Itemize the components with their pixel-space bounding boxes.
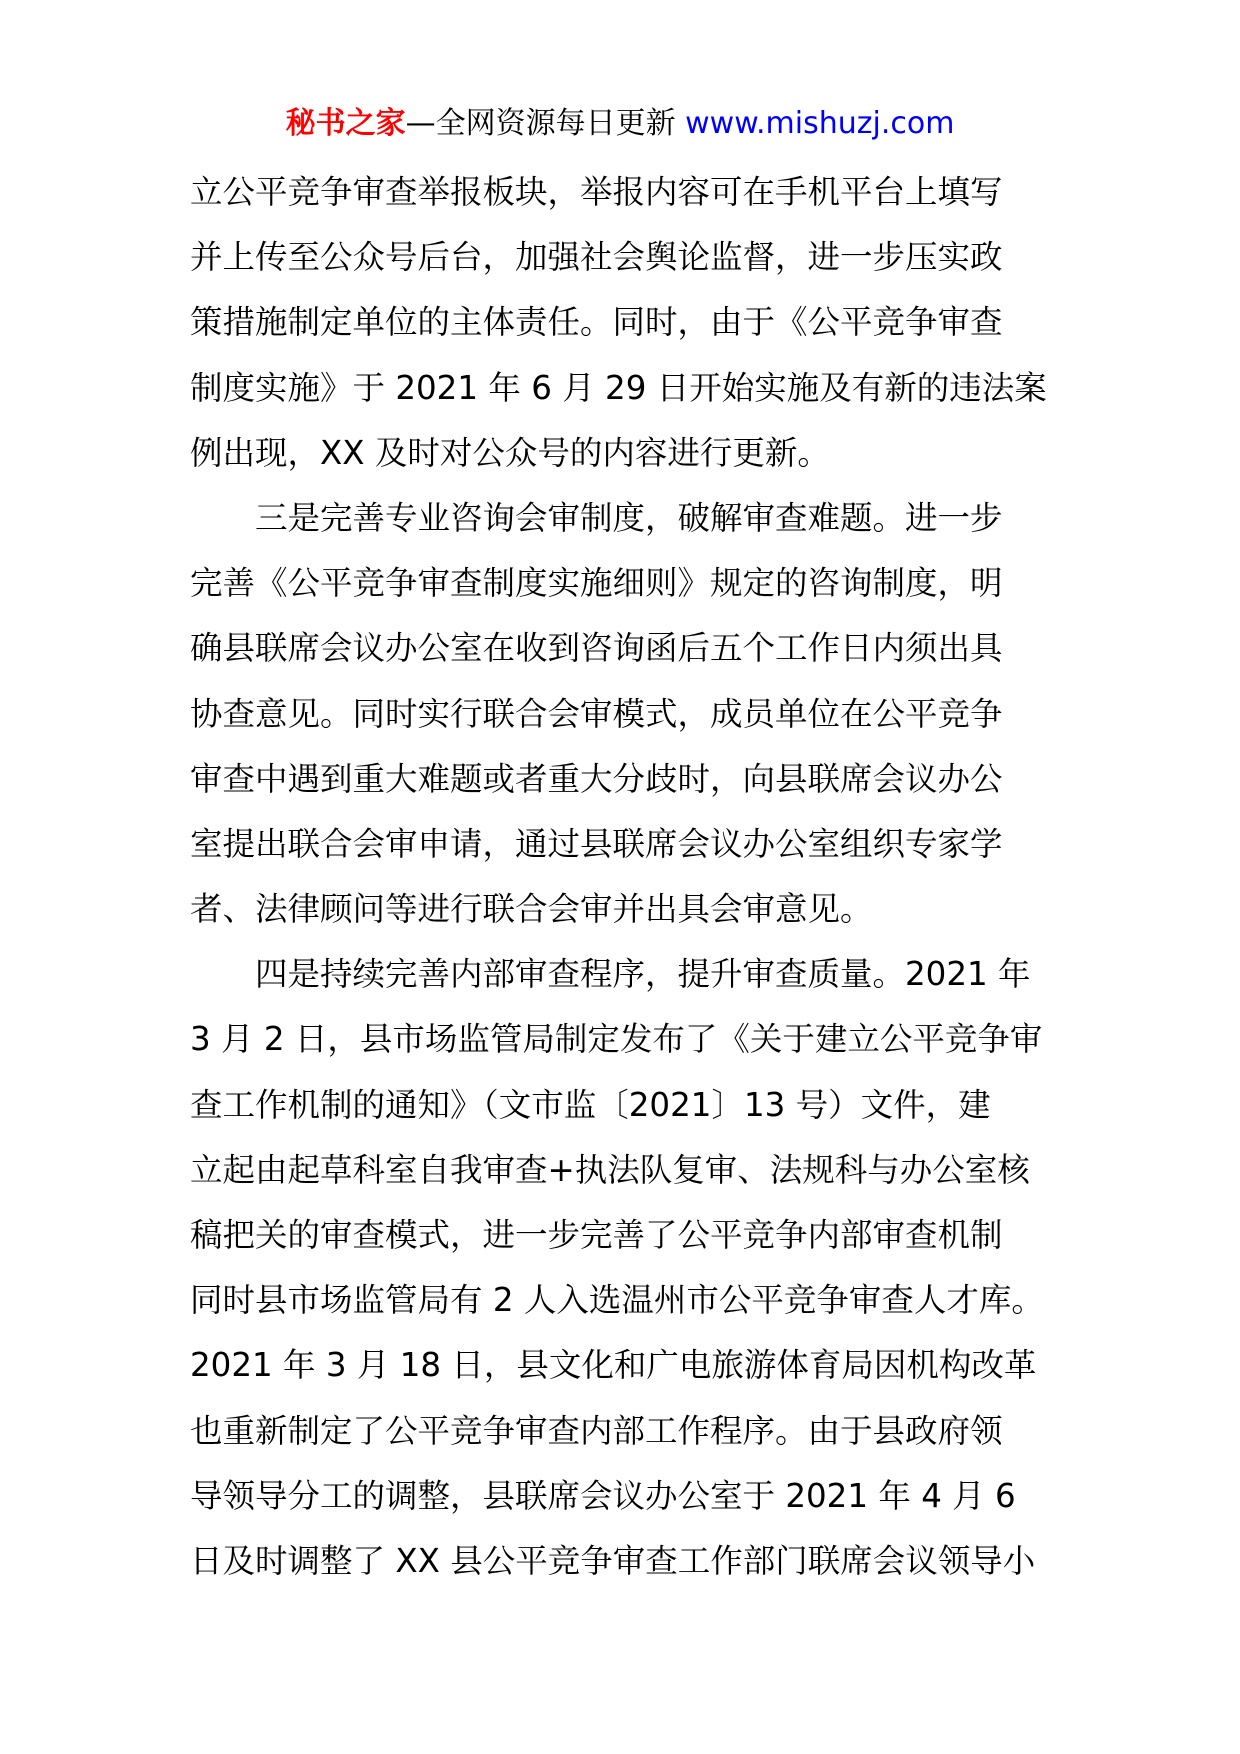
body-line: 制度实施》于 2021 年 6 月 29 日开始实施及有新的违法案 [190, 368, 1047, 407]
site-slogan: —全网资源每日更新 [405, 106, 676, 141]
site-url-link[interactable]: www.mishuzj.com [685, 106, 955, 141]
paragraph-start-line: 四是持续完善内部审查程序，提升审查质量。2021 年 [255, 955, 1031, 994]
page-header [0, 104, 1240, 144]
body-line: 协查意见。同时实行联合会审模式，成员单位在公平竞争 [190, 694, 1003, 733]
document-body [190, 160, 1070, 1594]
body-line: 策措施制定单位的主体责任。同时，由于《公平竞争审查 [190, 303, 1003, 342]
body-line: 立起由起草科室自我审查+执法队复审、法规科与办公室核 [190, 1150, 1030, 1189]
body-line: 导领导分工的调整，县联席会议办公室于 2021 年 4 月 6 [190, 1476, 1016, 1515]
body-line: 同时县市场监管局有 2 人入选温州市公平竞争审查人才库。 [190, 1281, 1044, 1320]
body-line: 确县联席会议办公室在收到咨询函后五个工作日内须出具 [190, 629, 1003, 668]
body-line: 稿把关的审查模式，进一步完善了公平竞争内部审查机制 [190, 1216, 1003, 1254]
body-line: 审查中遇到重大难题或者重大分歧时，向县联席会议办公 [190, 759, 1003, 798]
body-line: 日及时调整了 XX 县公平竞争审查工作部门联席会议领导小 [190, 1541, 1036, 1580]
body-line: 例出现，XX 及时对公众号的内容进行更新。 [190, 433, 830, 472]
body-line: 2021 年 3 月 18 日，县文化和广电旅游体育局因机构改革 [190, 1346, 1037, 1385]
body-line: 者、法律顾问等进行联合会审并出具会审意见。 [190, 890, 873, 929]
paragraph-start-line: 三是完善专业咨询会审制度，破解审查难题。进一步 [255, 498, 1003, 537]
body-line: 3 月 2 日，县市场监管局制定发布了《关于建立公平竞争审 [190, 1020, 1043, 1059]
body-line: 查工作机制的通知》（文市监〔2021〕13 号）文件，建 [190, 1085, 991, 1124]
body-line: 并上传至公众号后台，加强社会舆论监督，进一步压实政 [190, 238, 1003, 277]
body-line: 完善《公平竞争审查制度实施细则》规定的咨询制度，明 [190, 564, 1003, 603]
body-line: 室提出联合会审申请，通过县联席会议办公室组织专家学 [190, 824, 1003, 863]
body-line: 立公平竞争审查举报板块，举报内容可在手机平台上填写 [190, 173, 1003, 211]
body-line: 也重新制定了公平竞争审查内部工作程序。由于县政府领 [190, 1411, 1003, 1450]
site-brand: 秘书之家 [285, 106, 406, 141]
